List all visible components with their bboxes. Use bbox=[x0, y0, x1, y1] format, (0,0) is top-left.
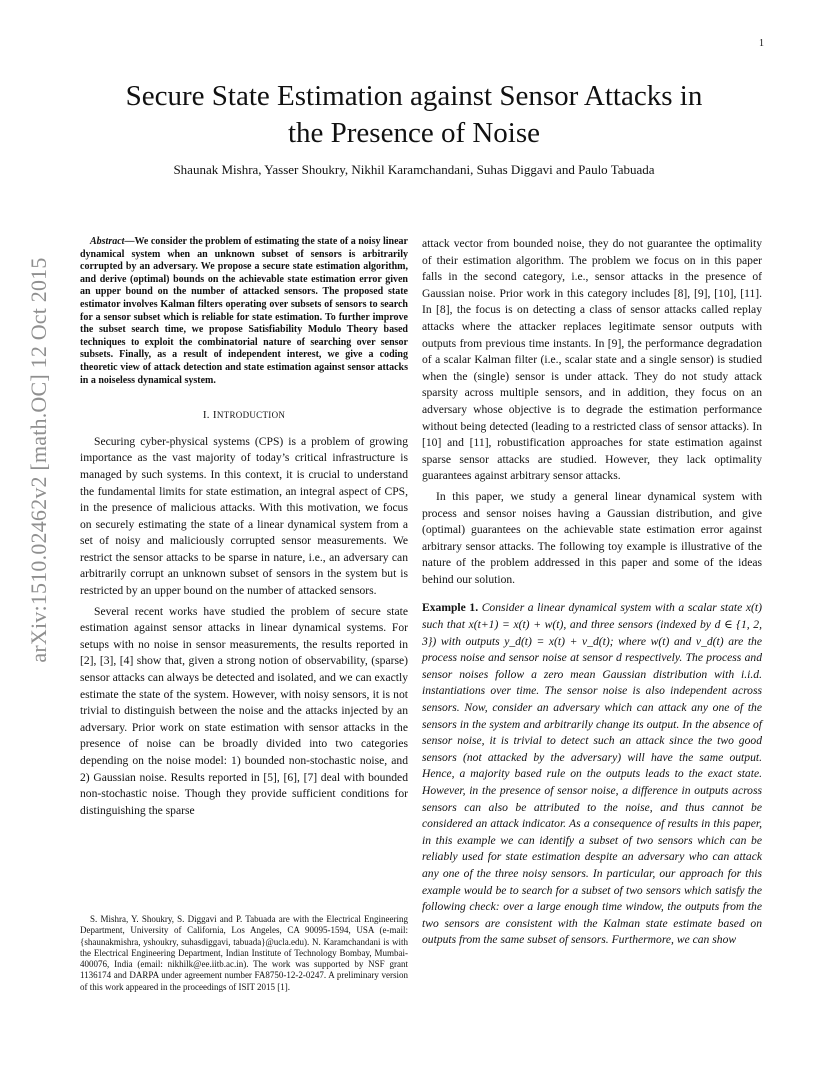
abstract-label: Abstract bbox=[90, 236, 125, 247]
arxiv-stamp bbox=[22, 257, 56, 663]
intro-paragraph-4: In this paper, we study a general linear dynamical system with process and sensor noises having a Gaussian distribution, and give (optimal) guarantees on the achievable state estimation error against arbitrary sensor attacks. The following toy example is illustrative of the nature of the problem addressed in this paper and some of the ideas behind our solution. bbox=[422, 489, 762, 586]
section-number: I. bbox=[202, 409, 210, 422]
section-heading-introduction bbox=[80, 407, 408, 424]
abstract bbox=[80, 236, 408, 387]
title-line-2: the Presence of Noise bbox=[287, 117, 541, 149]
example-label: Example 1. bbox=[422, 601, 479, 615]
intro-paragraph-1: Securing cyber-physical systems (CPS) is a problem of growing importance as the vast majority of today’s critical infrastructure is managed by such systems. In this context, it is crucial to understand the fundamental limits for state estimation, an integral aspect of CPS, in the presence of malicious attacks. With this motivation, we focus on securely estimating the state of a linear dynamical system from a set of noisy and maliciously corrupted sensor measurements. We restrict the sensor attacks to be sparse in nature, i.e., an adversary can arbitrarily corrupt an unknown subset of sensors in the system but is restricted by an upper bound on the number of attacked sensors. bbox=[80, 434, 408, 598]
right-column bbox=[422, 236, 762, 953]
title-line-1: Secure State Estimation against Sensor Attacks in bbox=[125, 80, 703, 112]
paper-title bbox=[64, 78, 764, 152]
section-title-initial: I bbox=[212, 409, 217, 422]
example-text: Consider a linear dynamical system with a scalar state x(t) such that x(t+1) = x(t) + w(t), and three sensors (indexed by d ∈ {1, 2, 3}) with outputs y_d(t) = x(t) + v_d(t); where w(t) and v_d(t) are the process noise and sensor noise at sensor d respectively. The process and sensor noises follow a zero mean Gaussian distribution with i.i.d. instantiations over time. The sensor noise is also independent across sensors. Now, consider an adversary which can attack any one of the sensors in the system and arbitrarily change its output. In the absence of sensor noise, it is trivial to detect such an attack since the two good sensors (not attacked by the adversary) will have the same output. Hence, a majority based rule on the outputs leads to the exact state. However, in the presence of sensor noise, a difference in outputs across sensors can also be attributed to the noise, and thus cannot be considered an attack indicator. As a consequence of results in this paper, in this example we can identify a subset of two sensors which can be reliably used for state estimation despite an adversary who can attack any one of the three noisy sensors. In particular, our approach for this example would be to search for a subset of two sensors which satisfy the following check: over a large enough time window, the outputs from the two sensors are consistent with the Kalman state estimate based on outputs from the same subset of sensors. Furthermore, we can show bbox=[422, 601, 762, 947]
example-1 bbox=[422, 600, 762, 948]
left-column bbox=[80, 236, 408, 823]
arxiv-stamp-text: arXiv:1510.02462v2 [math.OC] 12 Oct 2015 bbox=[26, 257, 51, 663]
section-title-rest: NTRODUCTION bbox=[216, 410, 286, 421]
intro-paragraph-3: attack vector from bounded noise, they do not guarantee the optimality of their estimation algorithm. The problem we focus on in this paper falls in the second category, i.e., sensor attacks in the presence of Gaussian noise. Prior work in this category includes [8], [9], [10], [11]. In [8], the focus is on detecting a class of sensor attacks called replay attacks where the attacker replaces legitimate sensor outputs with outputs from previous time instants. In [9], the performance degradation of a scalar Kalman filter (i.e., scalar state and a single sensor) is studied when the (single) sensor is under attack. They do not study attack sparsity across multiple sensors, and in addition, they focus on an adversary whose objective is to degrade the estimation performance without being detected (leading to a restricted class of sensor attacks). In [10] and [11], robustification approaches for state estimation against sparse sensor attacks are studied. However, they lack optimality guarantees against arbitrary sensor attacks. bbox=[422, 237, 762, 483]
author-footnote: S. Mishra, Y. Shoukry, S. Diggavi and P. Tabuada are with the Electrical Engineering Department, University of California, Los Angeles, CA 90095-1594, USA (e-mail: {shaunakmishra, yshoukry, suhasdiggavi, tabuada}@ucla.edu). N. Karamchandani is with the Electrical Engineering Department, Indian Institute of Technology Bombay, Mumbai-400076, India (email: nikhilk@ee.iitb.ac.in). The work was supported by NSF grant 1136174 and DARPA under agreement number FA8750-12-2-0247. A preliminary version of this work appeared in the proceedings of ISIT 2015 [1]. bbox=[80, 914, 408, 992]
page-number: 1 bbox=[759, 38, 764, 49]
abstract-text: —We consider the problem of estimating the state of a noisy linear dynamical system when an unknown subset of sensors is arbitrarily corrupted by an adversary. We propose a secure state estimation algorithm, and derive (optimal) bounds on the achievable state estimation error given an upper bound on the number of attacked sensors. The proposed state estimator involves Kalman filters operating over subsets of sensors to search for a sensor subset which is reliable for state estimation. To further improve the subset search time, we propose Satisfiability Modulo Theory based techniques to exploit the combinatorial nature of searching over sensor subsets. Finally, as a result of independent interest, we give a coding theoretic view of attack detection and state estimation against sensor attacks in a noiseless dynamical system. bbox=[80, 236, 408, 386]
intro-paragraph-2: Several recent works have studied the problem of secure state estimation against sensor attacks in linear dynamical systems. For setups with no noise in sensor measurements, the results reported in [2], [3], [4] show that, given a strong notion of observability, (sparse) sensor attacks can always be detected and isolated, and we can exactly estimate the state of the system. However, with noisy sensors, it is not trivial to distinguish between the noise and the attacks injected by an adversary. Prior work on state estimation with sensor attacks in the presence of noise can be broadly divided into two categories depending on the noise model: 1) bounded non-stochastic noise, and 2) Gaussian noise. Results reported in [5], [6], [7] deal with bounded non-stochastic noise. Though they provide sufficient conditions for distinguishing the sparse bbox=[80, 604, 408, 817]
author-list: Shaunak Mishra, Yasser Shoukry, Nikhil Karamchandani, Suhas Diggavi and Paulo Tabuada bbox=[173, 162, 655, 177]
